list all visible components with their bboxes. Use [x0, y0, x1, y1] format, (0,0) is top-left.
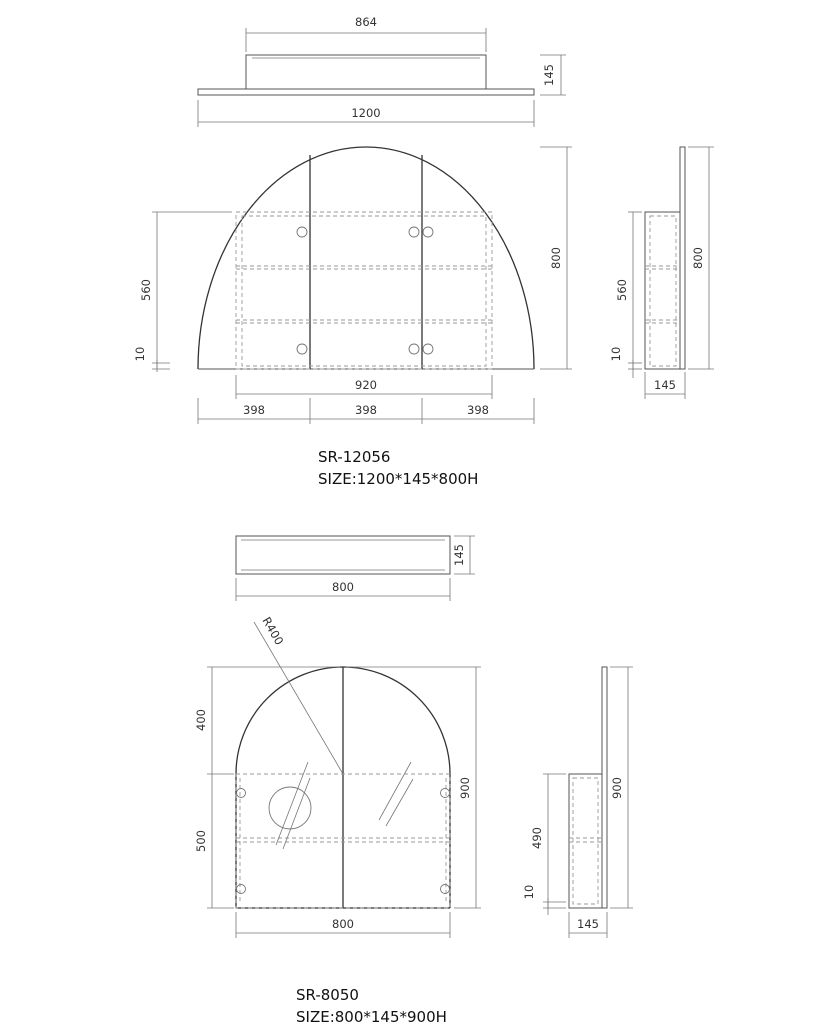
sr-12056-side-cabinet-height-label: 560	[615, 279, 629, 301]
sr-12056-cabinet-height-label: 560	[139, 279, 153, 301]
sr-8050-bottom-width-label: 800	[332, 917, 354, 931]
sr-12056-drawing	[133, 15, 714, 424]
sr-8050-top-depth-label: 145	[452, 544, 466, 566]
sr-8050-side-height-label: 900	[610, 777, 624, 799]
sr-12056-front-view	[133, 147, 572, 424]
sr-8050-top-width-label: 800	[332, 580, 354, 594]
sr-8050-front-view	[194, 615, 481, 939]
sr-12056-bottom-offset-label: 10	[133, 346, 147, 362]
sr-8050-arch-height-label: 400	[194, 709, 208, 731]
sr-12056-model-code: SR-12056	[318, 448, 391, 466]
sr-8050-side-bottom-offset-label: 10	[522, 884, 536, 900]
sr-8050-side-view	[522, 667, 633, 938]
sr-12056-door-width-right-label: 398	[467, 403, 489, 417]
sr-12056-overall-width-label: 1200	[351, 106, 381, 120]
sr-12056-top-view	[198, 15, 566, 127]
sr-12056-shelf-width-label: 920	[355, 378, 377, 392]
sr-12056-caption	[318, 446, 478, 490]
sr-12056-door-width-left-label: 398	[243, 403, 265, 417]
sr-12056-door-width-center-label: 398	[355, 403, 377, 417]
sr-8050-model-code: SR-8050	[296, 986, 359, 1004]
sr-8050-side-cabinet-height-label: 490	[530, 827, 544, 849]
sr-12056-side-height-label: 800	[691, 247, 705, 269]
sr-8050-caption	[296, 984, 447, 1028]
sr-12056-size: SIZE:1200*145*800H	[318, 470, 479, 488]
sr-8050-drawing	[194, 536, 633, 938]
sr-8050-overall-height-label: 900	[458, 777, 472, 799]
sr-8050-side-depth-label: 145	[577, 917, 599, 931]
sr-12056-top-width-label: 864	[355, 15, 377, 29]
sr-12056-top-depth-label: 145	[542, 64, 556, 86]
sr-12056-side-view	[609, 147, 714, 399]
sr-12056-side-depth-label: 145	[654, 378, 676, 392]
sr-8050-top-view	[236, 536, 475, 601]
sr-12056-side-bottom-offset-label: 10	[609, 346, 623, 362]
sr-12056-overall-height-label: 800	[549, 247, 563, 269]
sr-8050-size: SIZE:800*145*900H	[296, 1008, 447, 1026]
sr-8050-cabinet-height-label: 500	[194, 830, 208, 852]
sr-8050-radius-label: R400	[259, 614, 287, 648]
